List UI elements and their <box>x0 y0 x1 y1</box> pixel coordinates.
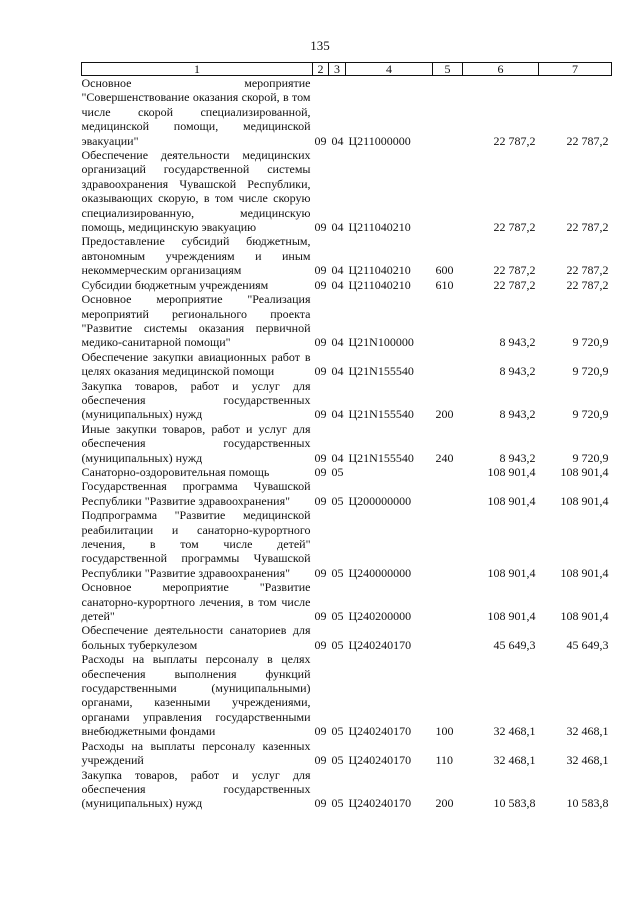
header-cell: 2 <box>313 63 329 76</box>
row-section: 09 <box>314 464 327 479</box>
row-subsection: 04 <box>331 335 344 350</box>
table-row <box>82 422 612 465</box>
row-target-article: Ц240240170 <box>348 724 412 739</box>
row-amount-2: 9 720,9 <box>572 335 609 350</box>
table-row <box>82 580 612 623</box>
row-target-article: Ц211040210 <box>348 277 411 292</box>
row-subsection: 05 <box>331 796 344 811</box>
row-subsection: 04 <box>331 450 344 465</box>
row-amount-1: 108 901,4 <box>487 565 536 580</box>
row-subsection: 04 <box>331 133 344 148</box>
row-expense-type <box>433 148 463 234</box>
row-amount-2: 32 468,1 <box>566 753 609 768</box>
row-amount-2: 10 583,8 <box>566 796 609 811</box>
table-row <box>82 652 612 738</box>
row-subsection: 04 <box>331 277 344 292</box>
row-name: Основное мероприятие "Совершенствование оказания скорой, в том числе скорой специализированной, медицинской помощи, медицинской эвакуации" <box>81 76 311 148</box>
row-name: Основное мероприятие "Реализация мероприятий регионального проекта "Развитие системы оказания первичной медико-санитарной помощи" <box>81 292 311 350</box>
row-section: 09 <box>314 277 327 292</box>
row-section: 09 <box>314 335 327 350</box>
row-amount-2: 108 901,4 <box>560 565 609 580</box>
row-section: 09 <box>314 133 327 148</box>
row-amount-1: 8 943,2 <box>499 364 536 379</box>
header-cell: 3 <box>329 63 346 76</box>
row-amount-2: 108 901,4 <box>560 464 609 479</box>
row-amount-1: 108 901,4 <box>487 464 536 479</box>
row-amount-1: 32 468,1 <box>493 724 536 739</box>
row-section: 09 <box>314 637 327 652</box>
row-section: 09 <box>314 724 327 739</box>
row-section: 09 <box>314 263 327 278</box>
row-target-article: Ц240240170 <box>348 753 412 768</box>
row-amount-2: 22 787,2 <box>566 277 609 292</box>
row-expense-type <box>433 76 463 149</box>
row-amount-1: 22 787,2 <box>493 263 536 278</box>
row-name: Государственная программа Чувашской Республики "Развитие здравоохранения" <box>81 479 311 508</box>
row-subsection: 05 <box>331 753 344 768</box>
row-amount-2: 22 787,2 <box>566 133 609 148</box>
table-row <box>82 739 612 768</box>
header-cell: 7 <box>539 63 612 76</box>
row-subsection: 04 <box>331 263 344 278</box>
row-target-article: Ц200000000 <box>348 493 412 508</box>
row-subsection: 05 <box>331 637 344 652</box>
row-amount-1: 22 787,2 <box>493 277 536 292</box>
row-name: Обеспечение деятельности медицинских организаций государственной системы здравоохранения Чувашской Республики, оказывающих скорую, в том числе скорую специализированную, медицинскую помощь, медицинскую эвакуацию <box>81 148 311 235</box>
row-expense-type <box>433 580 463 623</box>
row-name: Расходы на выплаты персоналу казенных учреждений <box>81 738 311 768</box>
row-subsection: 04 <box>331 407 344 422</box>
row-subsection: 05 <box>331 464 344 479</box>
row-section: 09 <box>314 450 327 465</box>
row-amount-1: 45 649,3 <box>493 637 536 652</box>
page-number: 135 <box>310 38 330 53</box>
row-amount-1: 8 943,2 <box>499 450 536 465</box>
header-cell: 1 <box>82 63 313 76</box>
row-target-article: Ц21N155540 <box>348 450 414 465</box>
table-row <box>82 479 612 508</box>
row-section: 09 <box>314 796 327 811</box>
row-amount-1: 108 901,4 <box>487 493 536 508</box>
row-name: Основное мероприятие "Развитие санаторно-курортного лечения, в том числе детей" <box>81 580 311 624</box>
row-amount-1: 8 943,2 <box>499 335 536 350</box>
row-name: Предоставление субсидий бюджетным, автономным учреждениям и иным некоммерческим организациям <box>81 234 311 278</box>
row-name: Субсидии бюджетным учреждениям <box>81 277 269 292</box>
row-section: 09 <box>314 407 327 422</box>
row-target-article: Ц211000000 <box>348 133 411 148</box>
row-target-article: Ц21N155540 <box>348 407 414 422</box>
row-target-article: Ц240240170 <box>348 796 412 811</box>
row-expense-type: 600 <box>435 263 454 278</box>
table-row <box>82 508 612 580</box>
row-section: 09 <box>314 753 327 768</box>
row-name: Расходы на выплаты персоналу в целях обеспечения выполнения функций государственными (муниципальными) органами, казенными учреждениями, органами управления государственными внебюджетными фондами <box>81 652 311 739</box>
row-section: 09 <box>314 565 327 580</box>
row-amount-2: 9 720,9 <box>572 364 609 379</box>
table-row <box>82 292 612 350</box>
row-name: Закупка товаров, работ и услуг для обеспечения государственных (муниципальных) нужд <box>81 378 311 422</box>
row-target-article <box>346 465 433 479</box>
row-amount-2: 22 787,2 <box>566 263 609 278</box>
row-amount-1: 22 787,2 <box>493 220 536 235</box>
row-name: Иные закупки товаров, работ и услуг для обеспечения государственных (муниципальных) нужд <box>81 421 311 465</box>
row-subsection: 05 <box>331 493 344 508</box>
row-target-article: Ц21N100000 <box>348 335 414 350</box>
row-subsection: 05 <box>331 609 344 624</box>
row-expense-type: 100 <box>435 724 454 739</box>
row-expense-type: 240 <box>435 450 454 465</box>
row-subsection: 04 <box>331 364 344 379</box>
header-cell: 4 <box>346 63 433 76</box>
row-name: Закупка товаров, работ и услуг для обеспечения государственных (муниципальных) нужд <box>81 767 311 811</box>
row-section: 09 <box>314 609 327 624</box>
row-amount-2: 22 787,2 <box>566 220 609 235</box>
row-target-article: Ц21N155540 <box>348 364 414 379</box>
row-amount-2: 108 901,4 <box>560 609 609 624</box>
row-expense-type <box>433 479 463 508</box>
row-amount-2: 32 468,1 <box>566 724 609 739</box>
row-amount-1: 22 787,2 <box>493 133 536 148</box>
row-target-article: Ц240200000 <box>348 609 412 624</box>
row-name: Санаторно-оздоровительная помощь <box>81 464 270 479</box>
table-row <box>82 768 612 811</box>
row-name: Подпрограмма "Развитие медицинской реабилитации и санаторно-курортного лечения, в том числе детей" государственной программы Чувашской Республики "Развитие здравоохранения" <box>81 508 311 580</box>
row-expense-type: 610 <box>435 277 454 292</box>
table-row <box>82 623 612 652</box>
row-subsection: 04 <box>331 220 344 235</box>
row-expense-type: 110 <box>435 753 454 768</box>
row-expense-type <box>433 623 463 652</box>
header-cell: 5 <box>433 63 463 76</box>
row-target-article: Ц211040210 <box>348 263 411 278</box>
budget-table <box>81 62 612 811</box>
row-subsection: 05 <box>331 565 344 580</box>
header-cell: 6 <box>463 63 539 76</box>
table-row <box>82 148 612 234</box>
row-expense-type <box>433 508 463 580</box>
table-row <box>82 465 612 479</box>
row-amount-2: 9 720,9 <box>572 407 609 422</box>
row-expense-type <box>433 350 463 379</box>
table-row <box>82 278 612 292</box>
row-amount-1: 32 468,1 <box>493 753 536 768</box>
row-target-article: Ц240240170 <box>348 637 412 652</box>
row-section: 09 <box>314 493 327 508</box>
row-amount-2: 9 720,9 <box>572 450 609 465</box>
row-section: 09 <box>314 364 327 379</box>
header-row <box>82 63 612 76</box>
row-subsection: 05 <box>331 724 344 739</box>
row-expense-type: 200 <box>435 407 454 422</box>
table-row <box>82 234 612 277</box>
row-target-article: Ц240000000 <box>348 565 412 580</box>
row-name: Обеспечение деятельности санаториев для больных туберкулезом <box>81 623 311 652</box>
row-expense-type: 200 <box>435 796 454 811</box>
row-name: Обеспечение закупки авиационных работ в целях оказания медицинской помощи <box>81 349 311 379</box>
row-amount-2: 45 649,3 <box>566 637 609 652</box>
table-row <box>82 76 612 149</box>
table-row <box>82 350 612 379</box>
row-target-article: Ц211040210 <box>348 220 411 235</box>
row-amount-2: 108 901,4 <box>560 493 609 508</box>
row-amount-1: 8 943,2 <box>499 407 536 422</box>
row-expense-type <box>433 465 463 479</box>
row-section: 09 <box>314 220 327 235</box>
row-expense-type <box>433 292 463 350</box>
row-amount-1: 108 901,4 <box>487 609 536 624</box>
table-row <box>82 379 612 422</box>
row-amount-1: 10 583,8 <box>493 796 536 811</box>
